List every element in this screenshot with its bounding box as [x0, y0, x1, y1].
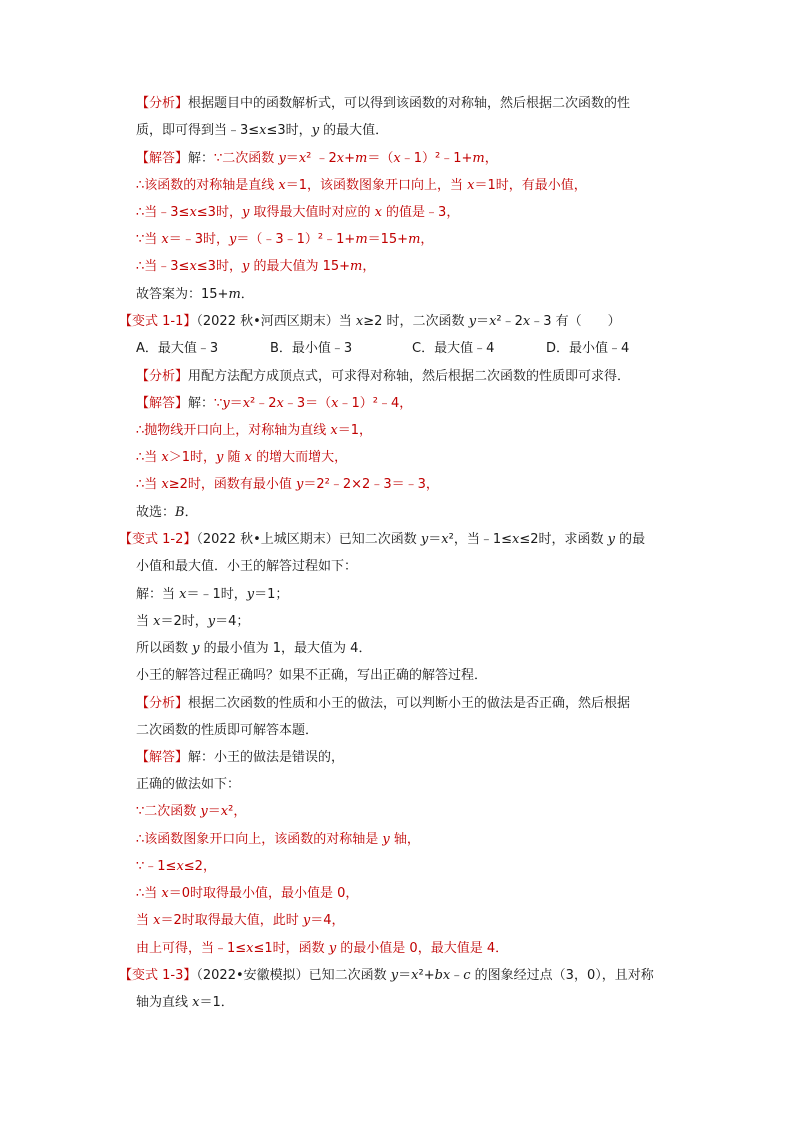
variant-1-2-solution-7: 当 x＝2时取得最大值，此时 y＝4，: [136, 913, 345, 928]
variant-1-2-solution-2: 正确的做法如下：: [136, 777, 241, 792]
variant-1-1-solution-4: ∴当 x≥2时，函数有最小值 y＝2²﹣2×2﹣3＝﹣3，: [136, 477, 439, 492]
solution-line-5: ∴当﹣3≤x≤3时，y 的最大值为 15+m，: [136, 259, 376, 274]
variant-1-1-solution-3: ∴当 x＞1时，y 随 x 的增大而增大，: [136, 450, 348, 465]
variant-1-2-solution-5: ∵﹣1≤x≤2，: [136, 859, 216, 874]
solution-line-1: 【解答】解：∵二次函数 y＝x² ﹣2x+m＝（x﹣1）²﹣1+m，: [136, 151, 498, 166]
solution-line-4: ∵当 x＝﹣3时，y＝（﹣3﹣1）²﹣1+m＝15+m，: [136, 232, 434, 247]
option-b: B．最小值﹣3: [270, 341, 353, 356]
variant-1-2-solution-3: ∵二次函数 y＝x²，: [136, 804, 247, 819]
variant-1-2-analysis-1: 【分析】根据二次函数的性质和小王的做法，可以判断小王的做法是否正确，然后根据: [136, 696, 631, 711]
variant-1-2-question-2: 小值和最大值．小王的解答过程如下：: [136, 559, 358, 574]
option-d: D．最小值﹣4: [546, 341, 630, 356]
solution-line-2: ∴该函数的对称轴是直线 x＝1，该函数图象开口向上，当 x＝1时，有最小值，: [136, 178, 587, 193]
xiaowang-line-1: 解：当 x＝﹣1时，y＝1；: [136, 587, 289, 602]
xiaowang-line-3: 所以函数 y 的最小值为 1，最大值为 4．: [136, 641, 372, 656]
variant-1-1-solution-2: ∴抛物线开口向上，对称轴为直线 x＝1，: [136, 423, 373, 438]
xiaowang-line-2: 当 x＝2时，y＝4；: [136, 614, 250, 629]
variant-1-2-solution-8: 由上可得，当﹣1≤x≤1时，函数 y 的最小值是 0，最大值是 4．: [136, 941, 509, 956]
variant-1-3-question-1: 【变式 1-3】（2022•安徽模拟）已知二次函数 y＝x²+bx﹣c 的图象经过点（3，0），且对称: [119, 968, 654, 983]
solution-line-3: ∴当﹣3≤x≤3时，y 取得最大值时对应的 x 的值是﹣3，: [136, 205, 460, 220]
option-c: C．最大值﹣4: [412, 341, 495, 356]
option-a: A．最大值﹣3: [136, 341, 219, 356]
variant-1-2-solution-6: ∴当 x＝0时取得最小值，最小值是 0，: [136, 886, 359, 901]
variant-1-1-solution-1: 【解答】解：∵y＝x²﹣2x﹣3＝（x﹣1）²﹣4，: [136, 396, 413, 411]
variant-1-3-question-2: 轴为直线 x＝1．: [136, 995, 234, 1010]
variant-1-1-analysis: 【分析】用配方法配方成顶点式，可求得对称轴，然后根据二次函数的性质即可求得．: [136, 369, 631, 384]
analysis-line-1: 【分析】根据题目中的函数解析式，可以得到该函数的对称轴，然后根据二次函数的性: [136, 96, 631, 111]
answer-line: 故答案为：15+m．: [136, 287, 254, 302]
variant-1-2-prompt: 小王的解答过程正确吗？如果不正确，写出正确的解答过程．: [136, 668, 488, 683]
variant-1-2-solution-1: 【解答】解：小王的做法是错误的，: [136, 750, 345, 765]
variant-1-2-analysis-2: 二次函数的性质即可解答本题．: [136, 723, 319, 738]
variant-1-1-answer: 故选：B．: [136, 505, 198, 520]
variant-1-2-solution-4: ∴该函数图象开口向上，该函数的对称轴是 y 轴，: [136, 832, 420, 847]
variant-1-1-question: 【变式 1-1】（2022 秋•河西区期末）当 x≥2 时，二次函数 y＝x²﹣2x﹣3 有（ ）: [119, 314, 621, 329]
analysis-line-2: 质，即可得到当﹣3≤x≤3时，y 的最大值．: [136, 123, 389, 138]
variant-1-2-question-1: 【变式 1-2】（2022 秋•上城区期末）已知二次函数 y＝x²，当﹣1≤x≤2时，求函数 y 的最: [119, 532, 646, 547]
